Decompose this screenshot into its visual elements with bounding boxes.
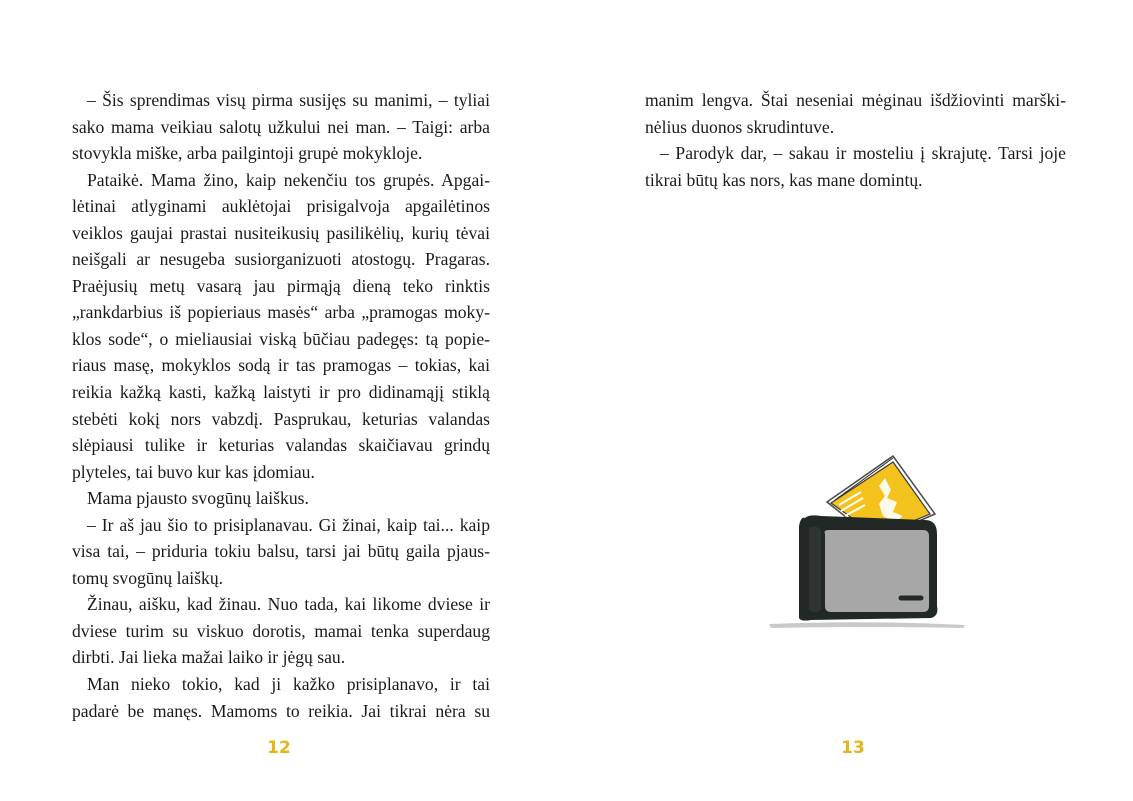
text-line: klos sode“, o mieliausiai viską būčiau padegęs: tą popie- — [72, 328, 490, 349]
text-line: plyteles, tai buvo kur kas įdomiau. — [72, 461, 315, 482]
toaster-icon — [799, 515, 937, 620]
text-line: tomų svogūnų laiškų. — [72, 567, 224, 588]
text-line: sako mama veikiau salotų užkului nei man. – Taigi: arba — [72, 116, 490, 137]
text-line: reikia kažką kasti, kažką laistyti ir pro didinamąjį stiklą — [72, 382, 490, 403]
text-line: nėlius duonos skrudintuve. — [645, 116, 835, 137]
text-line: stovykla miške, arba pailgintoji grupė mokykloje. — [72, 143, 423, 164]
text-line: dirbti. Jai lieka mažai laiko ir jėgų sau. — [72, 647, 346, 668]
right-page-text — [645, 87, 1066, 193]
text-line: – Šis sprendimas visų pirma susijęs su manimi, – tyliai — [87, 90, 490, 110]
page-number: 12 — [267, 738, 291, 758]
left-page-text — [72, 87, 490, 724]
text-line: – Ir aš jau šio to prisiplanavau. Gi žinai, kaip tai... kaip — [87, 514, 490, 535]
text-line: Mama pjausto svogūnų laiškus. — [87, 488, 309, 509]
text-line: – Parodyk dar, – sakau ir mosteliu į skrajutę. Tarsi joje — [660, 143, 1066, 164]
text-line: visa tai, – priduria tokiu balsu, tarsi jai būtų gaila pjaus- — [72, 541, 490, 562]
text-line: Man nieko tokio, kad ji kažko prisiplanavo, ir tai — [87, 674, 490, 695]
text-line: manim lengva. Štai neseniai mėginau išdžiovinti marški- — [645, 90, 1066, 110]
text-line: stebėti kokį nors vabzdį. Pasprukau, keturias valandas — [72, 408, 490, 429]
toaster-shadow — [769, 622, 965, 628]
text-line: Praėjusių metų vasarą jau pirmąją dieną teko rinktis — [72, 275, 490, 296]
text-line: Pataikė. Mama žino, kaip nekenčiu tos grupės. Apgai- — [87, 169, 490, 190]
text-line: slėpiausi tulike ir keturias valandas skaičiavau grindų — [72, 435, 490, 456]
left-page — [0, 0, 566, 801]
text-line: dviese turim su viskuo dorotis, mamai tenka superdaug — [72, 620, 490, 641]
text-line: tikrai būtų kas nors, kas mane domintų. — [645, 169, 923, 190]
text-line: „rankdarbius iš popieriaus masės“ arba „pramogas moky- — [72, 302, 490, 323]
text-line: Žinau, aišku, kad žinau. Nuo tada, kai likome dviese ir — [87, 594, 490, 615]
text-line: veiklos gaujai prastai nusiteikusių pasilikėlių, kurių tėvai — [72, 222, 490, 243]
page-number: 13 — [841, 738, 865, 758]
toaster-illustration — [765, 450, 969, 632]
right-page — [567, 0, 1133, 801]
text-line: neišgali ar nesugeba susiorganizuoti atostogų. Pragaras. — [72, 249, 490, 270]
text-line: riaus masę, mokyklos sodą ir tas pramogas – tokias, kai — [72, 355, 490, 376]
text-line: padarė be manęs. Mamoms to reikia. Jai tikrai nėra su — [72, 700, 490, 721]
text-line: lėtinai atlyginami auklėtojai prisigalvoja apgailėtinos — [72, 196, 490, 217]
